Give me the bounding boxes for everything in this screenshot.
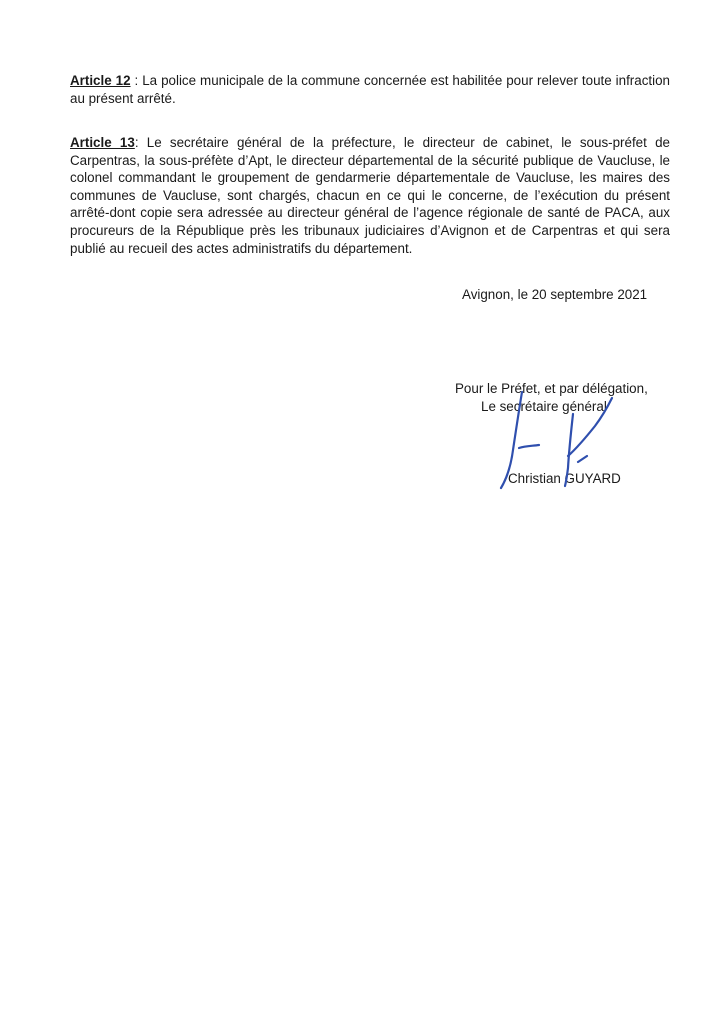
delegation-line: Pour le Préfet, et par délégation, [455, 381, 648, 396]
article-13-separator: : [134, 135, 147, 150]
signer-title: Le secrétaire général [481, 399, 607, 414]
article-12-text: La police municipale de la commune concernée est habilitée pour relever toute infraction au présent arrêté. [70, 73, 670, 106]
article-13-text: Le secrétaire général de la préfecture, le directeur de cabinet, le sous-préfet de Carpentras, la sous-préfète d’Apt, le directeur départemental de la sécurité publique de Vaucluse, le colonel commandant le groupement de gendarmerie départementale de Vaucluse, les maires des communes de Vaucluse, sont chargés, chacun en ce qui le concerne, de l’exécution du présent arrêté-dont copie sera adressée au directeur général de l’agence régionale de santé de PACA, aux procureurs de la République près les tribunaux judiciaires d’Avignon et de Carpentras et qui sera publié au recueil des actes administratifs du département. [70, 135, 670, 256]
article-12 [70, 72, 670, 107]
handwritten-signature [495, 390, 645, 495]
place-and-date: Avignon, le 20 septembre 2021 [462, 287, 648, 302]
article-13 [70, 134, 670, 257]
article-12-label: Article 12 [70, 73, 131, 88]
signer-name: Christian GUYARD [508, 471, 621, 486]
article-12-separator: : [130, 73, 143, 88]
article-13-label: Article 13 [70, 135, 135, 150]
